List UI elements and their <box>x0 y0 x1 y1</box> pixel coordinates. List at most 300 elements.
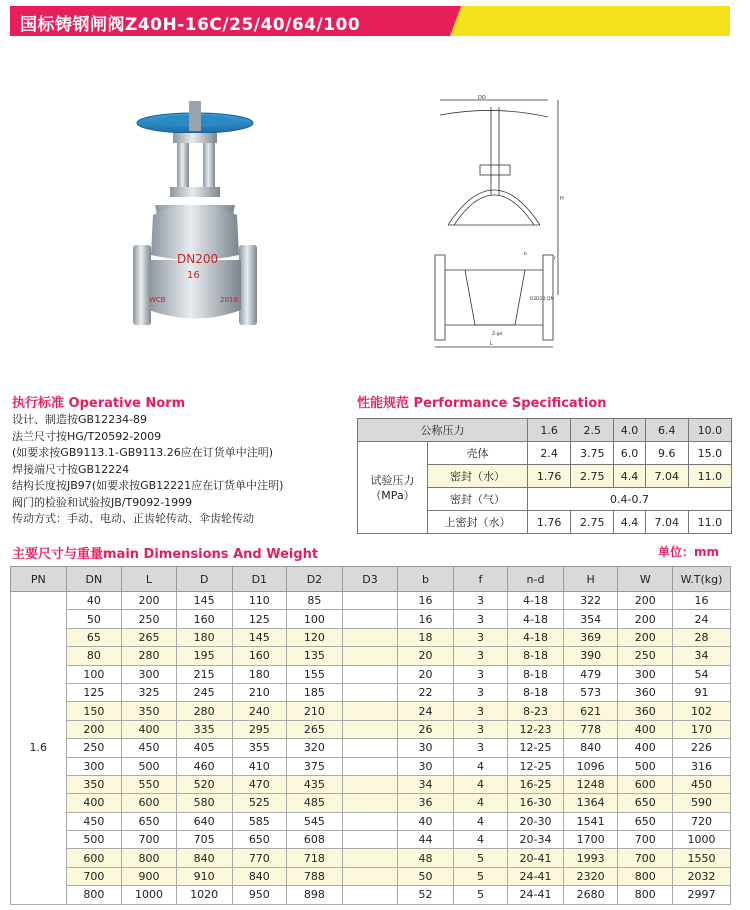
perf-test-label-1: 试验压力 <box>370 473 415 487</box>
table-cell: 1700 <box>563 831 618 849</box>
table-cell: 300 <box>66 757 122 775</box>
table-cell: 120 <box>287 628 343 646</box>
perf-cell: 2.4 <box>528 442 571 465</box>
table-cell: 500 <box>66 831 122 849</box>
table-cell: 125 <box>232 610 287 628</box>
table-row <box>11 592 731 610</box>
table-cell: 3 <box>453 683 507 701</box>
table-cell <box>342 610 398 628</box>
dims-header-l: L <box>122 567 177 592</box>
table-cell: 718 <box>287 849 343 867</box>
table-cell: 3 <box>453 647 507 665</box>
perf-pressure: 1.6 <box>528 419 571 442</box>
table-cell: 8-18 <box>508 683 564 701</box>
table-cell: 135 <box>287 647 343 665</box>
table-row <box>11 831 731 849</box>
dims-header-h: H <box>563 567 618 592</box>
dims-header-d3: D3 <box>342 567 398 592</box>
table-cell: 3 <box>453 628 507 646</box>
table-cell: 24-41 <box>508 886 564 904</box>
table-cell: 18 <box>398 628 454 646</box>
table-cell: 650 <box>618 794 673 812</box>
table-cell: 16-30 <box>508 794 564 812</box>
table-cell: 210 <box>287 702 343 720</box>
table-cell: 400 <box>66 794 122 812</box>
table-cell: 36 <box>398 794 454 812</box>
perf-pressure: 2.5 <box>571 419 614 442</box>
table-cell: 200 <box>122 592 177 610</box>
table-cell: 110 <box>232 592 287 610</box>
table-cell: 8-18 <box>508 665 564 683</box>
table-cell: 1000 <box>122 886 177 904</box>
table-cell: 1993 <box>563 849 618 867</box>
perf-cell: 4.4 <box>614 465 645 488</box>
table-cell: 245 <box>176 683 232 701</box>
table-cell: 250 <box>66 739 122 757</box>
table-cell: 520 <box>176 775 232 793</box>
table-cell <box>342 886 398 904</box>
table-cell: 800 <box>618 867 673 885</box>
table-cell: 2032 <box>673 867 731 885</box>
table-cell: 500 <box>122 757 177 775</box>
dims-header-d1: D1 <box>232 567 287 592</box>
table-cell: 34 <box>398 775 454 793</box>
table-cell <box>342 757 398 775</box>
dimensions-table <box>10 566 731 905</box>
dims-header-row <box>11 567 731 592</box>
table-cell: 180 <box>176 628 232 646</box>
performance-table <box>357 418 732 534</box>
table-cell: 4-18 <box>508 628 564 646</box>
table-cell: 5 <box>453 849 507 867</box>
table-cell: 375 <box>287 757 343 775</box>
table-cell: 322 <box>563 592 618 610</box>
table-cell <box>342 775 398 793</box>
table-cell: 840 <box>563 739 618 757</box>
table-cell: 20-34 <box>508 831 564 849</box>
table-cell: 48 <box>398 849 454 867</box>
perf-title-cn: 性能规范 <box>357 396 410 411</box>
table-cell: 280 <box>176 702 232 720</box>
dims-header-w: W <box>618 567 673 592</box>
table-cell: 44 <box>398 831 454 849</box>
table-cell: 16 <box>398 592 454 610</box>
dims-title: 主要尺寸与重量main Dimensions And Weight <box>12 547 319 562</box>
page-title: 国标铸钢闸阀Z40H-16C/25/40/64/100 <box>20 15 361 35</box>
table-cell: 400 <box>618 720 673 738</box>
table-cell: 4 <box>453 831 507 849</box>
table-cell: 2997 <box>673 886 731 904</box>
table-row <box>11 702 731 720</box>
table-row <box>11 867 731 885</box>
perf-seal-gas-label: 密封（气） <box>428 488 528 511</box>
table-cell <box>342 812 398 830</box>
table-cell: 100 <box>66 665 122 683</box>
table-cell: 20 <box>398 665 454 683</box>
perf-cell: 9.6 <box>645 442 688 465</box>
table-cell: 800 <box>66 886 122 904</box>
table-cell: 200 <box>618 628 673 646</box>
table-cell: 91 <box>673 683 731 701</box>
table-cell: 20 <box>398 647 454 665</box>
perf-pressure: 4.0 <box>614 419 645 442</box>
table-cell: 80 <box>66 647 122 665</box>
table-cell: 450 <box>122 739 177 757</box>
table-cell: 4-18 <box>508 592 564 610</box>
table-cell: 5 <box>453 886 507 904</box>
table-cell: 705 <box>176 831 232 849</box>
perf-title <box>357 392 607 411</box>
table-cell: 410 <box>232 757 287 775</box>
dims-header-n-d: n-d <box>508 567 564 592</box>
table-cell: 590 <box>673 794 731 812</box>
table-cell: 28 <box>673 628 731 646</box>
table-cell: 1364 <box>563 794 618 812</box>
pn-cell: 1.6 <box>11 592 67 905</box>
table-cell: 4 <box>453 775 507 793</box>
table-cell: 550 <box>122 775 177 793</box>
table-cell: 600 <box>66 849 122 867</box>
table-row <box>11 739 731 757</box>
norm-line: 结构长度按JB97(如要求按GB12221应在订货单中注明) <box>12 479 284 492</box>
table-cell: 900 <box>122 867 177 885</box>
perf-test-label-2: （MPa） <box>370 488 415 502</box>
table-cell: 85 <box>287 592 343 610</box>
table-cell: 335 <box>176 720 232 738</box>
perf-seal-gas-value: 0.4-0.7 <box>528 488 732 511</box>
perf-cell: 7.04 <box>645 511 688 534</box>
table-cell: 360 <box>618 683 673 701</box>
table-cell: 195 <box>176 647 232 665</box>
table-cell: 8-23 <box>508 702 564 720</box>
table-cell: 24-41 <box>508 867 564 885</box>
table-cell <box>342 831 398 849</box>
table-cell: 3 <box>453 610 507 628</box>
table-cell: 435 <box>287 775 343 793</box>
table-cell: 500 <box>618 757 673 775</box>
dim-label-h: H <box>560 196 564 202</box>
perf-cell: 15.0 <box>688 442 731 465</box>
norm-line: 焊接端尺寸按GB12224 <box>12 462 130 476</box>
table-cell: 720 <box>673 812 731 830</box>
table-cell: 200 <box>66 720 122 738</box>
dims-header-dn: DN <box>66 567 122 592</box>
norm-title-cn: 执行标准 <box>12 396 65 411</box>
table-cell: 4 <box>453 812 507 830</box>
dim-label-f: f <box>554 257 556 262</box>
table-cell: 12-23 <box>508 720 564 738</box>
table-cell: 16 <box>398 610 454 628</box>
table-cell <box>342 665 398 683</box>
perf-cell: 1.76 <box>528 511 571 534</box>
perf-cell: 3.75 <box>571 442 614 465</box>
table-cell: 320 <box>287 739 343 757</box>
perf-cell: 11.0 <box>688 511 731 534</box>
perf-test-label <box>358 442 428 534</box>
table-row <box>11 886 731 904</box>
table-cell: 180 <box>232 665 287 683</box>
table-cell: 200 <box>618 610 673 628</box>
perf-cell: 2.75 <box>571 511 614 534</box>
table-cell: 24 <box>673 610 731 628</box>
perf-title-en: Performance Specification <box>413 396 607 411</box>
perf-cell: 11.0 <box>688 465 731 488</box>
table-cell: 325 <box>122 683 177 701</box>
norm-line: 设计、制造按GB12234-89 <box>12 413 148 426</box>
table-cell: 160 <box>232 647 287 665</box>
table-cell: 3 <box>453 665 507 683</box>
norm-line: (如要求按GB9113.1-GB9113.26应在订货单中注明) <box>12 446 274 459</box>
table-cell: 450 <box>66 812 122 830</box>
table-cell: 300 <box>122 665 177 683</box>
table-cell: 265 <box>122 628 177 646</box>
table-cell: 700 <box>66 867 122 885</box>
dim-label-d1: D1 <box>536 297 543 302</box>
perf-cell: 4.4 <box>614 511 645 534</box>
valve-photo <box>125 95 265 345</box>
table-cell: 250 <box>618 647 673 665</box>
perf-cell: 1.76 <box>528 465 571 488</box>
table-cell: 355 <box>232 739 287 757</box>
table-cell: 40 <box>66 592 122 610</box>
table-cell: 770 <box>232 849 287 867</box>
table-cell: 2320 <box>563 867 618 885</box>
table-row <box>11 610 731 628</box>
table-cell: 650 <box>122 812 177 830</box>
table-cell: 226 <box>673 739 731 757</box>
table-cell: 4-18 <box>508 610 564 628</box>
perf-shell-row <box>358 442 732 465</box>
table-cell: 8-18 <box>508 647 564 665</box>
perf-cell: 6.0 <box>614 442 645 465</box>
table-row <box>11 720 731 738</box>
table-cell: 26 <box>398 720 454 738</box>
table-cell: 150 <box>66 702 122 720</box>
table-cell: 608 <box>287 831 343 849</box>
table-cell: 22 <box>398 683 454 701</box>
table-cell: 4 <box>453 757 507 775</box>
table-cell: 800 <box>122 849 177 867</box>
dim-label-d: D <box>542 297 546 302</box>
table-cell: 215 <box>176 665 232 683</box>
table-cell: 1020 <box>176 886 232 904</box>
table-cell: 2680 <box>563 886 618 904</box>
table-cell: 210 <box>232 683 287 701</box>
perf-nominal-label: 公称压力 <box>358 419 528 442</box>
dim-label-zd: Z-φd <box>492 332 503 337</box>
table-cell: 650 <box>618 812 673 830</box>
table-cell: 640 <box>176 812 232 830</box>
table-cell: 525 <box>232 794 287 812</box>
table-cell: 40 <box>398 812 454 830</box>
table-cell: 700 <box>618 831 673 849</box>
table-cell: 20-41 <box>508 849 564 867</box>
table-cell: 12-25 <box>508 757 564 775</box>
table-cell: 700 <box>122 831 177 849</box>
table-cell: 350 <box>66 775 122 793</box>
table-cell: 778 <box>563 720 618 738</box>
table-cell: 100 <box>287 610 343 628</box>
table-cell: 580 <box>176 794 232 812</box>
table-cell: 50 <box>398 867 454 885</box>
table-cell: 600 <box>618 775 673 793</box>
table-cell <box>342 739 398 757</box>
dims-body <box>11 592 731 905</box>
table-cell: 16-25 <box>508 775 564 793</box>
table-cell: 3 <box>453 720 507 738</box>
dim-label-l: L <box>490 341 493 347</box>
table-cell: 788 <box>287 867 343 885</box>
table-row <box>11 665 731 683</box>
table-cell: 145 <box>232 628 287 646</box>
table-cell: 898 <box>287 886 343 904</box>
dim-label-b: b <box>524 252 527 257</box>
photo-marking-pn: 16 <box>187 270 200 281</box>
table-row <box>11 812 731 830</box>
table-cell <box>342 702 398 720</box>
table-cell <box>342 683 398 701</box>
table-row <box>11 757 731 775</box>
table-cell: 30 <box>398 739 454 757</box>
table-cell: 24 <box>398 702 454 720</box>
table-cell: 450 <box>673 775 731 793</box>
table-cell: 155 <box>287 665 343 683</box>
table-cell: 400 <box>618 739 673 757</box>
table-cell: 125 <box>66 683 122 701</box>
perf-seal-water-label: 密封（水） <box>428 465 528 488</box>
table-cell: 910 <box>176 867 232 885</box>
table-cell: 30 <box>398 757 454 775</box>
table-cell: 160 <box>176 610 232 628</box>
norm-title <box>12 392 185 411</box>
table-cell <box>342 849 398 867</box>
table-cell: 54 <box>673 665 731 683</box>
table-cell: 700 <box>618 849 673 867</box>
perf-upper-seal-label: 上密封（水） <box>428 511 528 534</box>
table-cell: 1541 <box>563 812 618 830</box>
perf-header-row <box>358 419 732 442</box>
table-cell: 621 <box>563 702 618 720</box>
table-cell: 20-30 <box>508 812 564 830</box>
table-cell <box>342 628 398 646</box>
table-cell: 250 <box>122 610 177 628</box>
table-cell: 102 <box>673 702 731 720</box>
dim-label-dn: DN <box>547 297 554 302</box>
dim-label-d2: D2 <box>530 297 537 302</box>
perf-pressure: 10.0 <box>688 419 731 442</box>
table-cell: 350 <box>122 702 177 720</box>
table-cell: 5 <box>453 867 507 885</box>
perf-shell-label: 壳体 <box>428 442 528 465</box>
table-cell: 1550 <box>673 849 731 867</box>
table-cell: 50 <box>66 610 122 628</box>
table-cell: 460 <box>176 757 232 775</box>
norm-line: 法兰尺寸按HG/T20592-2009 <box>12 429 162 443</box>
table-cell: 800 <box>618 886 673 904</box>
table-cell: 1248 <box>563 775 618 793</box>
table-cell: 585 <box>232 812 287 830</box>
table-cell: 1096 <box>563 757 618 775</box>
table-cell <box>342 647 398 665</box>
table-cell: 34 <box>673 647 731 665</box>
table-cell: 200 <box>618 592 673 610</box>
table-row <box>11 849 731 867</box>
valve-drawing <box>430 95 570 350</box>
table-cell: 300 <box>618 665 673 683</box>
table-cell: 280 <box>122 647 177 665</box>
table-cell: 240 <box>232 702 287 720</box>
table-cell: 405 <box>176 739 232 757</box>
table-cell: 950 <box>232 886 287 904</box>
photo-marking-wcb: WCB <box>149 296 166 304</box>
table-cell: 52 <box>398 886 454 904</box>
table-cell: 12-25 <box>508 739 564 757</box>
norm-list <box>12 412 283 528</box>
table-cell: 265 <box>287 720 343 738</box>
dims-header-pn: PN <box>11 567 67 592</box>
table-cell: 545 <box>287 812 343 830</box>
table-row <box>11 628 731 646</box>
table-cell <box>342 794 398 812</box>
table-cell: 840 <box>176 849 232 867</box>
table-cell <box>342 867 398 885</box>
table-cell: 369 <box>563 628 618 646</box>
photo-marking-dn: DN200 <box>177 252 219 266</box>
table-row <box>11 775 731 793</box>
table-cell: 840 <box>232 867 287 885</box>
perf-cell: 7.04 <box>645 465 688 488</box>
unit-label: 单位：mm <box>658 545 720 559</box>
perf-cell: 2.75 <box>571 465 614 488</box>
dims-header-b: b <box>398 567 454 592</box>
table-cell: 16 <box>673 592 731 610</box>
table-cell: 3 <box>453 702 507 720</box>
table-row <box>11 683 731 701</box>
table-cell: 295 <box>232 720 287 738</box>
banner-yellow-band <box>450 6 730 36</box>
norm-line: 传动方式：手动、电动、正齿轮传动、伞齿轮传动 <box>12 512 254 525</box>
dims-header-d2: D2 <box>287 567 343 592</box>
table-cell: 479 <box>563 665 618 683</box>
dims-header-f: f <box>453 567 507 592</box>
norm-line: 阀门的检验和试验按JB/T9092-1999 <box>12 495 193 509</box>
dims-header-d: D <box>176 567 232 592</box>
table-cell: 170 <box>673 720 731 738</box>
photo-marking-year: 2018 <box>220 296 238 304</box>
table-row <box>11 794 731 812</box>
table-cell: 354 <box>563 610 618 628</box>
dims-header-w-t-kg-: W.T(kg) <box>673 567 731 592</box>
title-banner <box>10 6 730 36</box>
table-cell: 316 <box>673 757 731 775</box>
dim-label-do: DO <box>478 95 486 101</box>
table-cell: 470 <box>232 775 287 793</box>
table-cell: 65 <box>66 628 122 646</box>
table-cell: 400 <box>122 720 177 738</box>
table-cell: 185 <box>287 683 343 701</box>
table-cell: 360 <box>618 702 673 720</box>
table-cell: 650 <box>232 831 287 849</box>
table-cell: 1000 <box>673 831 731 849</box>
table-cell: 600 <box>122 794 177 812</box>
table-cell: 390 <box>563 647 618 665</box>
table-cell <box>342 592 398 610</box>
table-cell: 145 <box>176 592 232 610</box>
table-cell: 4 <box>453 794 507 812</box>
table-row <box>11 647 731 665</box>
perf-pressure: 6.4 <box>645 419 688 442</box>
table-cell: 3 <box>453 739 507 757</box>
